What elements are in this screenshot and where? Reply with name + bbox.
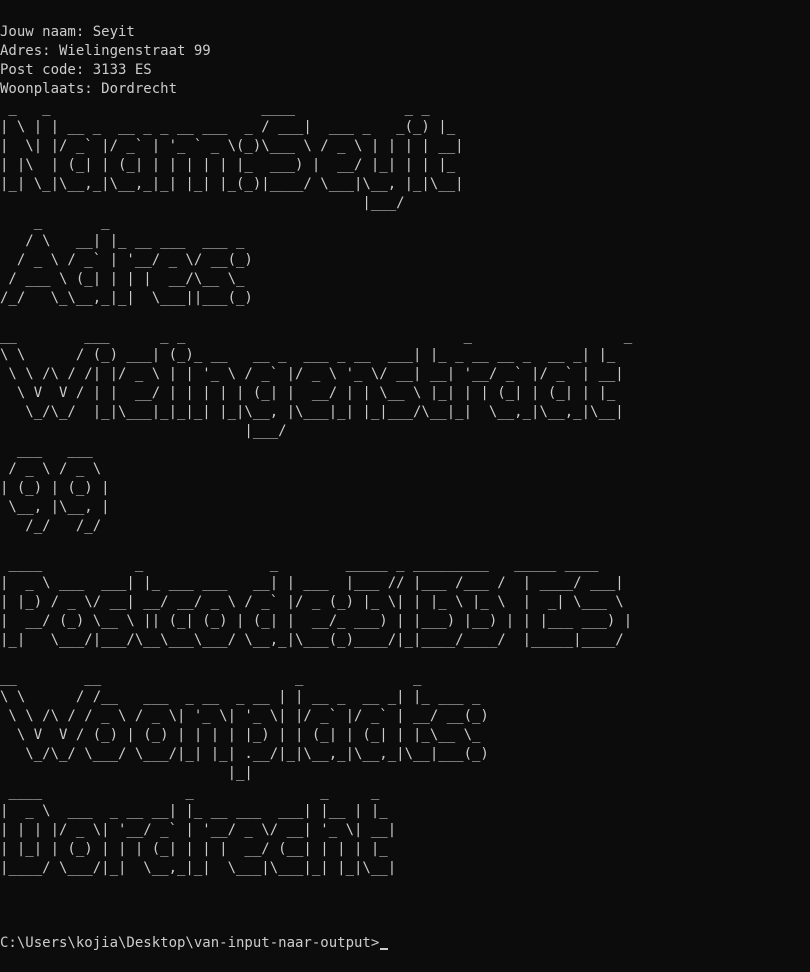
ascii-banner-adres: _ _ / \ __| |_ __ ___ ___ _ / _ \ / _` | '__/ _ \/ __(_) / ___ \ (_| | | | __/\__ \_ /_/ \_\__,_|_| \___||___(_) — [0, 214, 253, 306]
command-prompt[interactable] — [0, 934, 388, 953]
ascii-banner-stad: ____ _ _ _ | _ \ ___ _ __ __| |_ __ ___ ___| |__ | |_ | | | |/ _ \| '__/ _` | '__/ _ \/ __| '_ \| __| | |_| | (_) | | | (_| | | | __/ (__| | | | |_ |____/ \___/|_| \__,_|_| \___|\___|_| |_|\__| — [0, 784, 397, 876]
text-cursor — [380, 948, 388, 950]
ascii-banner-woonplaats: __ __ _ _ \ \ / /__ ___ _ __ _ __ | | __ _ __ _| |_ ___ _ \ \ /\ / / _ \ / _ \| '_ \| '_ \| |/ _` |/ _` | __/ __(_) \ V V / (_) | (_) | | | | |_) | | (_| | (_| | |_\__ \_ \_/\_/ \___/ \___/|_| |_| .__/|_|\__,_|\__,_|\__|___(_) |_| — [0, 670, 489, 781]
ascii-banner-naam: _ _ ____ _ _ | \ | | __ _ __ _ _ __ ___ _ / ___| ___ _ _(_) |_ | \| |/ _` |/ _` | '_ ` _ \(_)\___ \ / _ \ | | | | __| | |\ | (_| | (_| | | | | | |_ ___) | __/ |_| | | |_ |_| \_|\__,_|\__,_|_| |_| |_(_)|____/ \___|\__, |_|\__| |___/ — [0, 100, 464, 211]
input-line-postcode: Post code: 3133 ES — [0, 62, 152, 78]
ascii-banner-postcode: ____ _ _ _____ _ _________ _____ ____ | _ \ ___ ___| |_ ___ ___ __| | ___ |___ // |___ /___ / | ____/ ___| | |_) / _ \/ __| __/ __/ _ \ / _` |/ _ (_) |_ \| | |_ \ |_ \ | _| \___ \ | __/ (_) \__ \ || (_| (_) | (_| | __/_ ___) | |___) |__) | | |___ ___) | |_| \___/|___/\__\___\___/ \__,_|\___(_)____/|_|____/____/ |_____|____/ — [0, 556, 633, 648]
prompt-path: C:\Users\kojia\Desktop\van-input-naar-output> — [0, 935, 380, 951]
input-line-naam: Jouw naam: Seyit — [0, 24, 135, 40]
input-line-adres: Adres: Wielingenstraat 99 — [0, 43, 211, 59]
ascii-banner-huisnummer: ___ ___ / _ \ / _ \ | (_) | (_) | \__, |\__, | /_/ /_/ — [0, 442, 110, 534]
input-line-woonplaats: Woonplaats: Dordrecht — [0, 81, 178, 97]
ascii-banner-straat: __ ___ _ _ _ _ \ \ / (_) ___| (_)_ __ __ _ ___ _ __ ___| |_ _ __ __ _ __ _| |_ \ \ /\ / /| |/ _ \ | | '_ \ / _` |/ _ \ '_ \/ __| __| '__/ _` |/ _` | __| \ V V / | | __/ | | | | | (_| | __/ | | \__ \ |_| | | (_| | (_| | |_ \_/\_/ |_|\___|_|_|_| |_|\__, |\___|_| |_|___/\__|_| \__,_|\__,_|\__| |___/ — [0, 328, 633, 439]
